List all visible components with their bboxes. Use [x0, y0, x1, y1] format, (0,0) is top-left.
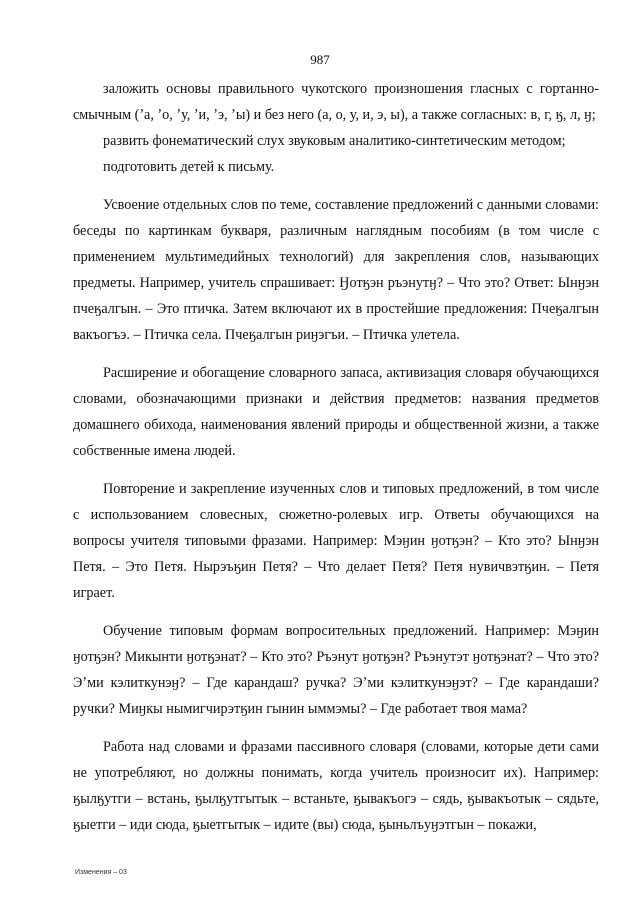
paragraph-2: развить фонематический слух звуковым аналитико-синтетическим методом;	[103, 133, 566, 149]
paragraph-6: Повторение и закрепление изученных слов и типовых предложений, в том числе с использованием словесных, сюжетно-ролевых игр. Ответы обучающихся на вопросы учителя типовыми фразами. Например: Мэӈин ӈотӄэн? – Кто это? Ынӈэн Петя. – Это Петя. Нырэъӄин Петя? – Что делает Петя? Петя нувичвэтӄин. – Петя играет.	[73, 481, 599, 601]
document-body	[73, 76, 599, 838]
footer-revision: Изменения – 03	[75, 869, 127, 876]
page-number: 987	[310, 52, 330, 67]
paragraph-5: Расширение и обогащение словарного запаса, активизация словаря обучающихся словами, обозначающими признаки и действия предметов: названия предметов домашнего обихода, наименования явлений природы и общественной жизни, а также собственные имена людей.	[73, 365, 599, 459]
paragraph-3: подготовить детей к письму.	[103, 159, 275, 175]
paragraph-7: Обучение типовым формам вопросительных предложений. Например: Мэӈин ӈотӄэн? Микынти ӈотӄэнат? – Кто это? Ръэнут ӈотӄэн? Ръэнутэт ӈотӄэнат? – Что это? Эʼми кэлиткунэӈ? – Где карандаш? ручка? Эʼми кэлиткунэӈэт? – Где карандаши? ручки? Миӈкы нымигчирэтӄин гынин ыммэмы? – Где работает твоя мама?	[73, 623, 599, 717]
paragraph-1: заложить основы правильного чукотского произношения гласных с гортанно-смычным (ʼа, ʼо, ʼу, ʼи, ʼэ, ʼы) и без него (а, о, у, и, э, ы), а также согласных: в, г, ӄ, л, ӈ;	[73, 81, 599, 123]
paragraph-8: Работа над словами и фразами пассивного словаря (словами, которые дети сами не употребляют, но должны понимать, когда учитель произносит их). Например: ӄылӄутги – встань, ӄылӄутгытык – встаньте, ӄывакъогэ – сядь, ӄывакъотык – сядьте, ӄыетги – иди сюда, ӄыетгытык – идите (вы) сюда, ӄыньлъуӈэтгын – покажи,	[73, 739, 599, 833]
paragraph-4: Усвоение отдельных слов по теме, составление предложений с данными словами: беседы по картинкам букваря, различным наглядным пособиям (в том числе с применением мультимедийных технологий) для закрепления слов, называющих предметы. Например, учитель спрашивает: Ӈотӄэн ръэнутӈ? – Что это? Ответ: Ынӈэн пчеӄалгын. – Это птичка. Затем включают их в простейшие предложения: Пчеӄалгын вакъогъэ. – Птичка села. Пчеӄалгын риӈэгъи. – Птичка улетела.	[73, 197, 599, 343]
